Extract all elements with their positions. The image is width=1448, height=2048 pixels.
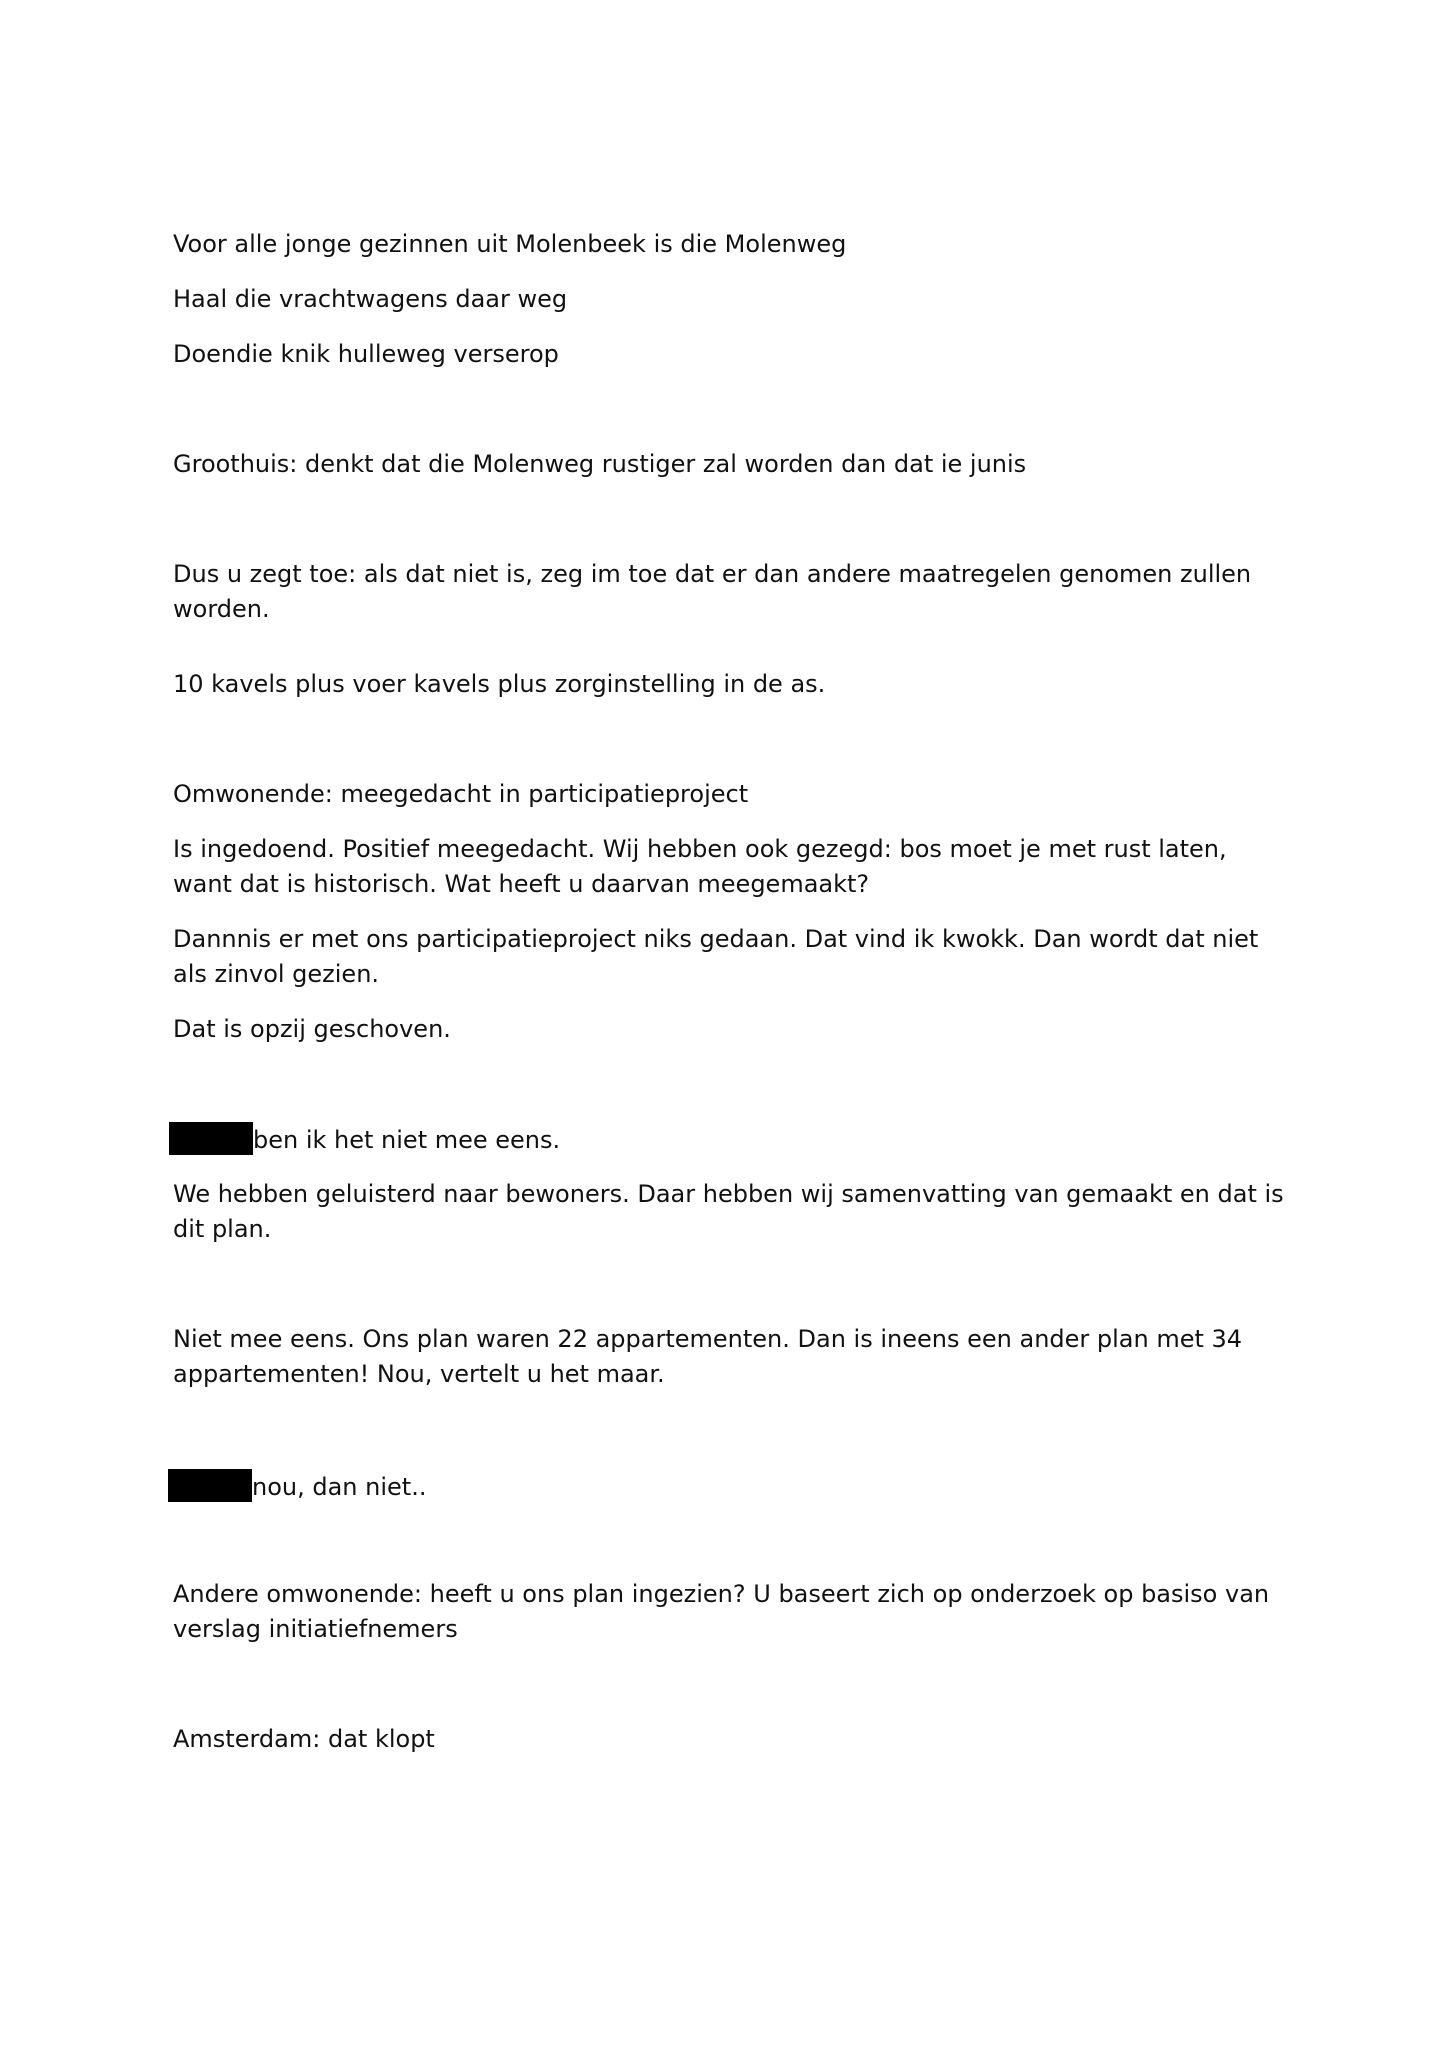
paragraph-amsterdam: Amsterdam: dat klopt bbox=[173, 1725, 435, 1753]
redaction-block bbox=[169, 1122, 253, 1155]
paragraph-opzij: Dat is opzij geschoven. bbox=[173, 1015, 451, 1043]
paragraph-dannnis: Dannnis er met ons participatieproject niks gedaan. Dat vind ik kwokk. Dan wordt dat niet als zinvol gezien. bbox=[173, 925, 1259, 988]
paragraph-1: Voor alle jonge gezinnen uit Molenbeek is die Molenweg bbox=[173, 230, 847, 258]
redaction-block bbox=[168, 1469, 252, 1502]
paragraph-3: Doendie knik hulleweg verserop bbox=[173, 340, 559, 368]
paragraph-niet-mee-eens: Niet mee eens. Ons plan waren 22 appartementen. Dan is ineens een ander plan met 34 appartementen! Nou, vertelt u het maar. bbox=[173, 1325, 1243, 1388]
paragraph-redacted-2 bbox=[173, 1469, 1293, 1505]
paragraph-redacted-1-text: ben ik het niet mee eens. bbox=[253, 1126, 561, 1154]
paragraph-geluisterd: We hebben geluisterd naar bewoners. Daar hebben wij samenvatting van gemaakt en dat is dit plan. bbox=[173, 1180, 1284, 1243]
paragraph-toezegging: Dus u zegt toe: als dat niet is, zeg im toe dat er dan andere maatregelen genomen zullen worden. bbox=[173, 560, 1252, 623]
paragraph-omwonende: Omwonende: meegedacht in participatieproject bbox=[173, 780, 749, 808]
paragraph-andere-omwonende: Andere omwonende: heeft u ons plan ingezien? U baseert zich op onderzoek op basiso van verslag initiatiefnemers bbox=[173, 1580, 1270, 1643]
paragraph-groothuis: Groothuis: denkt dat die Molenweg rustiger zal worden dan dat ie junis bbox=[173, 450, 1027, 478]
paragraph-ingedoend: Is ingedoend. Positief meegedacht. Wij hebben ook gezegd: bos moet je met rust laten, want dat is historisch. Wat heeft u daarvan meegemaakt? bbox=[173, 835, 1227, 898]
paragraph-2: Haal die vrachtwagens daar weg bbox=[173, 285, 568, 313]
paragraph-kavels: 10 kavels plus voer kavels plus zorginstelling in de as. bbox=[173, 670, 826, 698]
paragraph-redacted-1 bbox=[173, 1122, 1293, 1158]
paragraph-redacted-2-text: nou, dan niet.. bbox=[252, 1473, 427, 1501]
